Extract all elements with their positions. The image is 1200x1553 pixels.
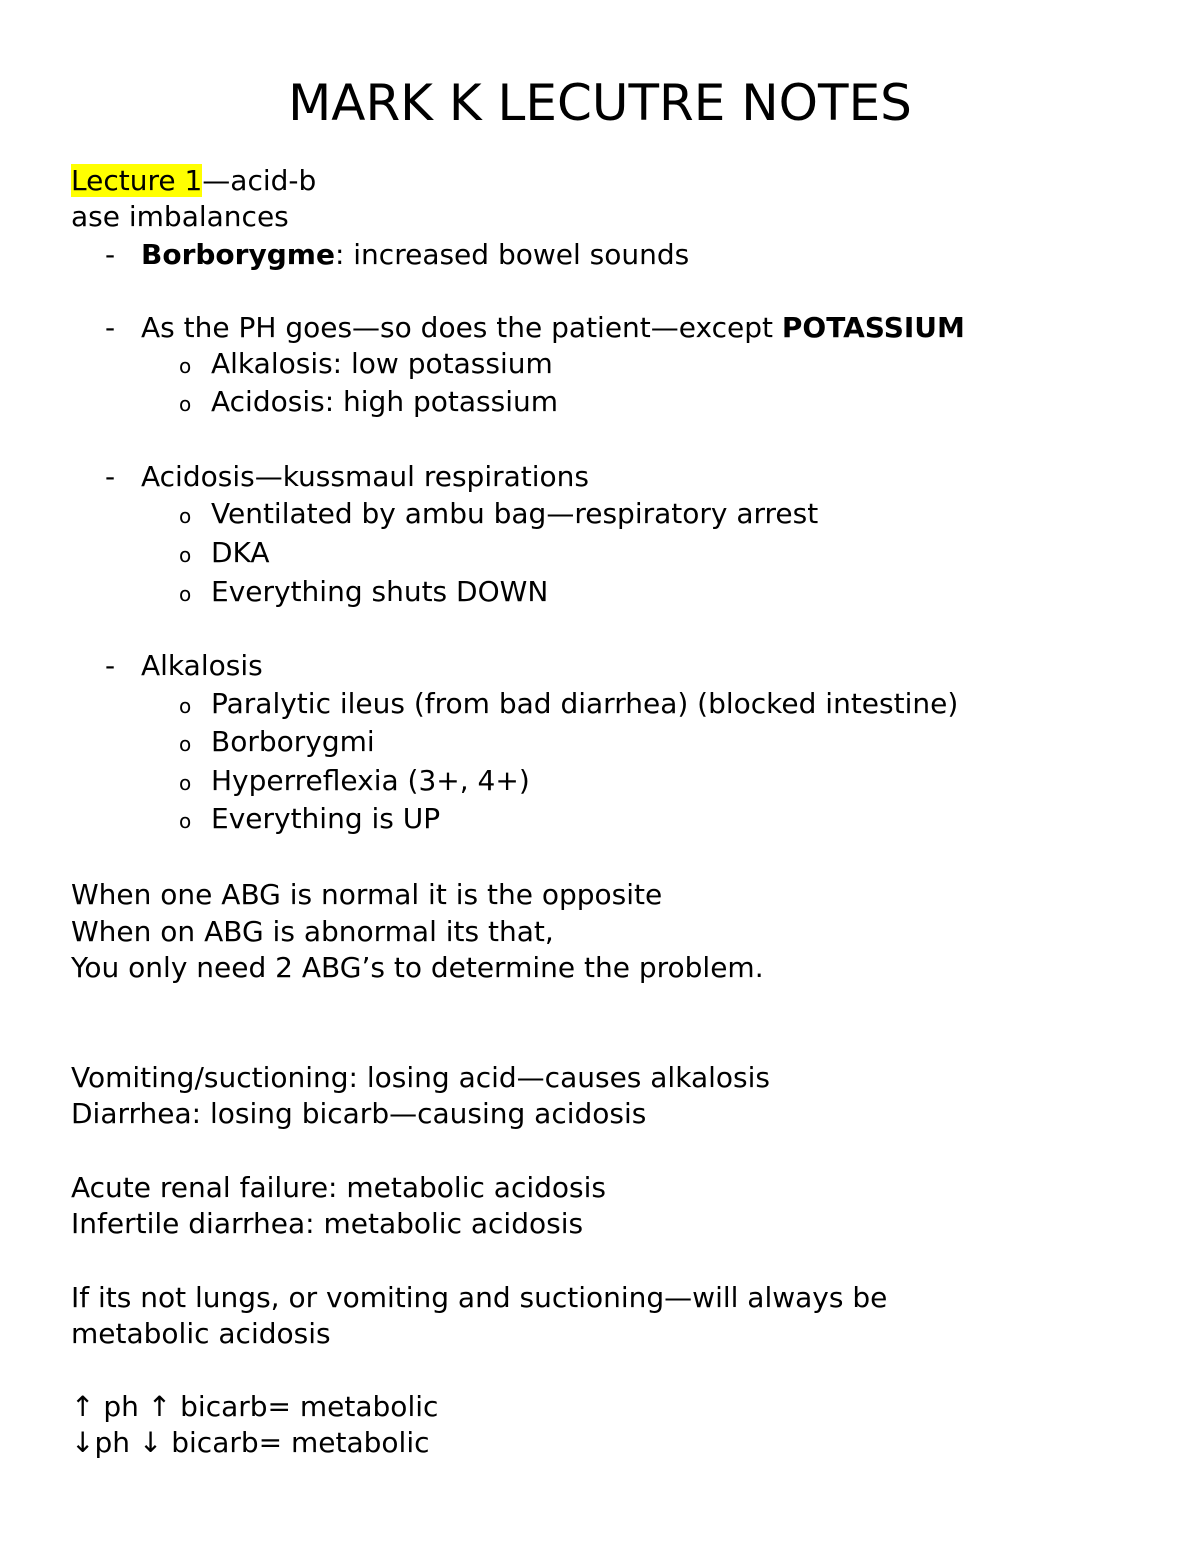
bullet-marker: o: [179, 809, 192, 833]
lecture-heading-continuation: ase imbalances: [71, 200, 289, 233]
sub-item: Acidosis: high potassium: [211, 385, 558, 418]
cause-line: Vomiting/suctioning: losing acid—causes alkalosis: [71, 1061, 770, 1094]
rule-line: metabolic acidosis: [71, 1317, 331, 1350]
abg-line: You only need 2 ABG’s to determine the problem.: [71, 951, 764, 984]
dash-marker: -: [105, 649, 116, 682]
sub-item: Ventilated by ambu bag—respiratory arrest: [211, 497, 819, 530]
list-item-ph-rule: [141, 310, 965, 346]
bullet-marker: o: [179, 732, 192, 756]
bullet-marker: o: [179, 694, 192, 718]
sub-item: Everything is UP: [211, 802, 441, 835]
bullet-marker: o: [179, 354, 192, 378]
lecture-heading: [71, 163, 316, 199]
page-title: MARK K LECUTRE NOTES: [288, 74, 912, 132]
rule-line: If its not lungs, or vomiting and suctioning—will always be: [71, 1281, 888, 1314]
bullet-marker: o: [179, 504, 192, 528]
bullet-marker: o: [179, 543, 192, 567]
dash-marker: -: [105, 311, 116, 344]
list-item-borborygme: [141, 237, 689, 273]
dash-marker: -: [105, 238, 116, 271]
list-item-alkalosis: Alkalosis: [141, 649, 263, 682]
ph-rule-text: As the PH goes—so does the patient—except: [141, 311, 782, 344]
metabolic-line: Infertile diarrhea: metabolic acidosis: [71, 1207, 584, 1240]
cause-line: Diarrhea: losing bicarb—causing acidosis: [71, 1097, 647, 1130]
sub-item: DKA: [211, 536, 270, 569]
term-borborygme: Borborygme: [141, 238, 335, 271]
bullet-marker: o: [179, 392, 192, 416]
sub-item: Paralytic ileus (from bad diarrhea) (blocked intestine): [211, 687, 959, 720]
sub-item: Alkalosis: low potassium: [211, 347, 553, 380]
dash-marker: -: [105, 460, 116, 493]
lecture-heading-rest: —acid-b: [202, 164, 317, 197]
list-item-acidosis: Acidosis—kussmaul respirations: [141, 460, 589, 493]
sub-item: Borborygmi: [211, 725, 375, 758]
bullet-marker: o: [179, 771, 192, 795]
ph-rule-emphasis: POTASSIUM: [781, 311, 965, 344]
definition-borborygme: : increased bowel sounds: [334, 238, 690, 271]
bullet-marker: o: [179, 582, 192, 606]
abg-line: When on ABG is abnormal its that,: [71, 915, 554, 948]
arrow-rule-line: ↓ph ↓ bicarb= metabolic: [71, 1426, 430, 1459]
sub-item: Everything shuts DOWN: [211, 575, 549, 608]
sub-item: Hyperreflexia (3+, 4+): [211, 764, 530, 797]
metabolic-line: Acute renal failure: metabolic acidosis: [71, 1171, 606, 1204]
arrow-rule-line: ↑ ph ↑ bicarb= metabolic: [71, 1390, 439, 1423]
lecture-label-highlight: Lecture 1: [71, 164, 203, 197]
abg-line: When one ABG is normal it is the opposite: [71, 878, 663, 911]
